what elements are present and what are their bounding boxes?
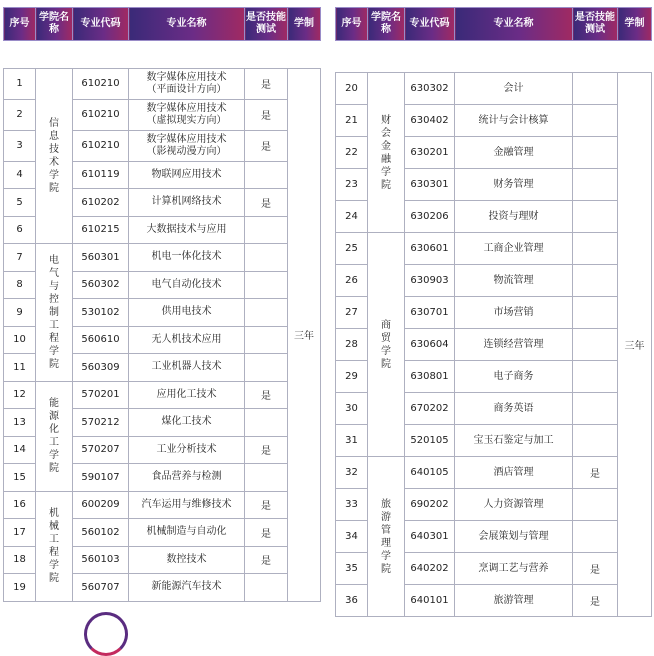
code-cell: 570207	[73, 436, 129, 464]
college-name: 财会金融学院	[381, 114, 391, 191]
test-cell: 是	[245, 546, 288, 574]
name-cell	[129, 189, 245, 217]
header-seq: 序号	[4, 8, 36, 41]
name-cell	[455, 425, 573, 457]
college-cell	[36, 381, 73, 491]
seq-cell: 33	[336, 489, 368, 521]
test-cell	[245, 464, 288, 492]
college-cell	[368, 233, 405, 457]
seq-cell: 13	[4, 409, 36, 437]
seq-cell: 9	[4, 299, 36, 327]
name-line: 工业机器人技术	[151, 361, 222, 373]
name-line: 新能源汽车技术	[151, 581, 222, 593]
seq-cell: 1	[4, 68, 36, 99]
test-cell	[245, 244, 288, 272]
code-cell: 690202	[405, 489, 455, 521]
seq-cell: 5	[4, 189, 36, 217]
name-line: 应用化工技术	[156, 388, 217, 400]
test-cell	[573, 201, 618, 233]
code-cell: 560102	[73, 519, 129, 547]
name-cell	[129, 464, 245, 492]
name-line: 计算机网络技术	[151, 196, 222, 208]
header-test: 是否技能测试	[245, 8, 288, 41]
college-cell	[368, 457, 405, 617]
code-cell: 560301	[73, 244, 129, 272]
table-row	[4, 68, 321, 99]
name-line: 人力资源管理	[483, 498, 544, 510]
seq-cell: 10	[4, 326, 36, 354]
code-cell: 640202	[405, 553, 455, 585]
name-line: 食品营养与检测	[151, 471, 222, 483]
test-cell	[573, 137, 618, 169]
seq-cell: 15	[4, 464, 36, 492]
college-name: 信息技术学院	[49, 117, 59, 194]
test-cell	[573, 297, 618, 329]
name-cell	[455, 457, 573, 489]
name-cell	[455, 233, 573, 265]
seq-cell: 31	[336, 425, 368, 457]
name-line: 供用电技术	[161, 306, 212, 318]
test-cell	[245, 326, 288, 354]
code-cell: 560707	[73, 574, 129, 602]
seq-cell: 24	[336, 201, 368, 233]
name-line: 机电一体化技术	[151, 251, 222, 263]
seq-cell: 22	[336, 137, 368, 169]
name-cell	[455, 361, 573, 393]
name-line: （影视动漫方向）	[146, 145, 227, 157]
name-cell	[129, 381, 245, 409]
header-seq: 序号	[336, 8, 368, 41]
seq-cell: 26	[336, 265, 368, 297]
test-cell: 是	[245, 68, 288, 99]
name-line: 无人机技术应用	[151, 333, 222, 345]
name-line: （虚拟现实方向）	[146, 114, 227, 126]
test-cell	[245, 574, 288, 602]
college-name: 机械工程学院	[49, 508, 59, 584]
code-cell: 630206	[405, 201, 455, 233]
table-row	[336, 73, 652, 105]
test-cell	[573, 521, 618, 553]
code-cell: 570201	[73, 381, 129, 409]
code-cell: 630301	[405, 169, 455, 201]
seq-cell: 19	[4, 574, 36, 602]
test-cell	[573, 73, 618, 105]
test-cell: 是	[245, 130, 288, 161]
name-line: 电气自动化技术	[151, 278, 222, 290]
name-line: 酒店管理	[493, 466, 534, 478]
code-cell: 630801	[405, 361, 455, 393]
name-cell	[129, 271, 245, 299]
test-cell	[573, 169, 618, 201]
code-cell: 640101	[405, 585, 455, 617]
header-test: 是否技能测试	[573, 8, 618, 41]
code-cell: 530102	[73, 299, 129, 327]
name-line: 机械制造与自动化	[146, 526, 227, 538]
code-cell: 610210	[73, 130, 129, 161]
seq-cell: 34	[336, 521, 368, 553]
seq-cell: 17	[4, 519, 36, 547]
test-cell: 是	[245, 491, 288, 519]
name-line: 数字媒体应用技术	[146, 71, 227, 83]
seq-cell: 20	[336, 73, 368, 105]
table-row	[336, 233, 652, 265]
name-cell	[129, 546, 245, 574]
name-cell	[129, 99, 245, 130]
name-cell	[129, 130, 245, 161]
test-cell	[573, 105, 618, 137]
college-name: 电气与控制工程学院	[49, 254, 59, 370]
test-cell	[573, 425, 618, 457]
test-cell	[573, 329, 618, 361]
school-logo-icon	[84, 612, 128, 656]
seq-cell: 6	[4, 216, 36, 244]
name-line: 旅游管理	[493, 594, 534, 606]
name-line: 烹调工艺与营养	[478, 562, 549, 574]
name-cell	[455, 329, 573, 361]
code-cell: 610210	[73, 99, 129, 130]
seq-cell: 18	[4, 546, 36, 574]
table-body	[336, 41, 652, 617]
majors-table-right	[335, 7, 652, 617]
seq-cell: 21	[336, 105, 368, 137]
college-name: 能源化工学院	[49, 398, 59, 474]
code-cell: 570212	[73, 409, 129, 437]
header-duration: 学制	[618, 8, 652, 41]
college-cell	[36, 491, 73, 601]
majors-table-left	[3, 7, 321, 602]
test-cell	[245, 354, 288, 382]
header-college: 学院名称	[368, 8, 405, 41]
test-cell: 是	[573, 585, 618, 617]
seq-cell: 36	[336, 585, 368, 617]
name-cell	[455, 73, 573, 105]
name-cell	[455, 105, 573, 137]
seq-cell: 32	[336, 457, 368, 489]
name-cell	[455, 137, 573, 169]
name-line: 数字媒体应用技术	[146, 133, 227, 145]
seq-cell: 14	[4, 436, 36, 464]
seq-cell: 8	[4, 271, 36, 299]
header-row	[4, 8, 321, 41]
seq-cell: 7	[4, 244, 36, 272]
test-cell: 是	[245, 189, 288, 217]
name-line: 连锁经营管理	[483, 338, 544, 350]
name-line: 会计	[503, 82, 524, 94]
header-duration: 学制	[288, 8, 321, 41]
college-name: 旅游管理学院	[381, 498, 391, 575]
seq-cell: 23	[336, 169, 368, 201]
seq-cell: 4	[4, 161, 36, 189]
name-cell	[129, 244, 245, 272]
code-cell: 670202	[405, 393, 455, 425]
table-row	[4, 491, 321, 519]
seq-cell: 16	[4, 491, 36, 519]
code-cell: 630601	[405, 233, 455, 265]
name-line: 大数据技术与应用	[146, 223, 227, 235]
code-cell: 560302	[73, 271, 129, 299]
table-body	[4, 41, 321, 602]
name-cell	[129, 491, 245, 519]
header-code: 专业代码	[73, 8, 129, 41]
name-line: 财务管理	[493, 178, 534, 190]
code-cell: 630701	[405, 297, 455, 329]
name-cell	[129, 574, 245, 602]
seq-cell: 27	[336, 297, 368, 329]
test-cell: 是	[245, 99, 288, 130]
seq-cell: 2	[4, 99, 36, 130]
name-cell	[455, 169, 573, 201]
table-row	[4, 244, 321, 272]
test-cell	[573, 361, 618, 393]
code-cell: 610119	[73, 161, 129, 189]
test-cell	[573, 265, 618, 297]
name-line: 电子商务	[493, 370, 534, 382]
header-row	[336, 8, 652, 41]
seq-cell: 28	[336, 329, 368, 361]
college-cell	[36, 244, 73, 382]
seq-cell: 29	[336, 361, 368, 393]
name-line: 宝玉石鉴定与加工	[473, 434, 554, 446]
name-line: 汽车运用与维修技术	[141, 498, 232, 510]
code-cell: 600209	[73, 491, 129, 519]
name-cell	[129, 299, 245, 327]
college-name: 商贸学院	[381, 319, 391, 370]
test-cell	[245, 216, 288, 244]
code-cell: 560309	[73, 354, 129, 382]
code-cell: 560610	[73, 326, 129, 354]
name-cell	[129, 68, 245, 99]
name-line: 会展策划与管理	[478, 530, 549, 542]
duration-cell: 三年	[618, 73, 652, 617]
seq-cell: 35	[336, 553, 368, 585]
header-code: 专业代码	[405, 8, 455, 41]
code-cell: 640301	[405, 521, 455, 553]
college-cell	[368, 73, 405, 233]
name-cell	[455, 393, 573, 425]
name-cell	[455, 297, 573, 329]
code-cell: 630302	[405, 73, 455, 105]
name-cell	[129, 216, 245, 244]
header-name: 专业名称	[455, 8, 573, 41]
test-cell: 是	[573, 553, 618, 585]
test-cell	[245, 161, 288, 189]
name-cell	[129, 409, 245, 437]
seq-cell: 25	[336, 233, 368, 265]
header-college: 学院名称	[36, 8, 73, 41]
name-cell	[455, 585, 573, 617]
seq-cell: 11	[4, 354, 36, 382]
code-cell: 630402	[405, 105, 455, 137]
test-cell	[245, 271, 288, 299]
test-cell	[245, 409, 288, 437]
code-cell: 630201	[405, 137, 455, 169]
code-cell: 610215	[73, 216, 129, 244]
test-cell	[245, 299, 288, 327]
test-cell: 是	[245, 436, 288, 464]
name-cell	[129, 326, 245, 354]
name-line: 商务英语	[493, 402, 534, 414]
code-cell: 560103	[73, 546, 129, 574]
name-cell	[455, 265, 573, 297]
test-cell	[573, 233, 618, 265]
name-line: 物联网应用技术	[151, 168, 222, 180]
name-cell	[455, 201, 573, 233]
name-cell	[455, 521, 573, 553]
code-cell: 630604	[405, 329, 455, 361]
test-cell: 是	[573, 457, 618, 489]
test-cell: 是	[245, 381, 288, 409]
name-line: 工业分析技术	[156, 443, 217, 455]
code-cell: 610202	[73, 189, 129, 217]
name-cell	[129, 436, 245, 464]
code-cell: 610210	[73, 68, 129, 99]
name-line: 数控技术	[166, 553, 207, 565]
name-line: 工商企业管理	[483, 242, 544, 254]
test-cell	[573, 489, 618, 521]
duration-cell: 三年	[288, 68, 321, 601]
name-cell	[455, 553, 573, 585]
name-line: 煤化工技术	[161, 416, 212, 428]
college-cell	[36, 68, 73, 244]
name-line: 投资与理财	[488, 210, 539, 222]
table-row	[4, 381, 321, 409]
seq-cell: 12	[4, 381, 36, 409]
name-line: 数字媒体应用技术	[146, 102, 227, 114]
seq-cell: 30	[336, 393, 368, 425]
name-line: 物流管理	[493, 274, 534, 286]
code-cell: 590107	[73, 464, 129, 492]
name-cell	[129, 161, 245, 189]
name-line: 金融管理	[493, 146, 534, 158]
code-cell: 640105	[405, 457, 455, 489]
name-cell	[129, 354, 245, 382]
name-cell	[455, 489, 573, 521]
test-cell: 是	[245, 519, 288, 547]
name-line: 统计与会计核算	[478, 114, 549, 126]
code-cell: 520105	[405, 425, 455, 457]
test-cell	[573, 393, 618, 425]
seq-cell: 3	[4, 130, 36, 161]
name-cell	[129, 519, 245, 547]
header-name: 专业名称	[129, 8, 245, 41]
table-row	[336, 457, 652, 489]
name-line: 市场营销	[493, 306, 534, 318]
name-line: （平面设计方向）	[146, 83, 227, 95]
code-cell: 630903	[405, 265, 455, 297]
